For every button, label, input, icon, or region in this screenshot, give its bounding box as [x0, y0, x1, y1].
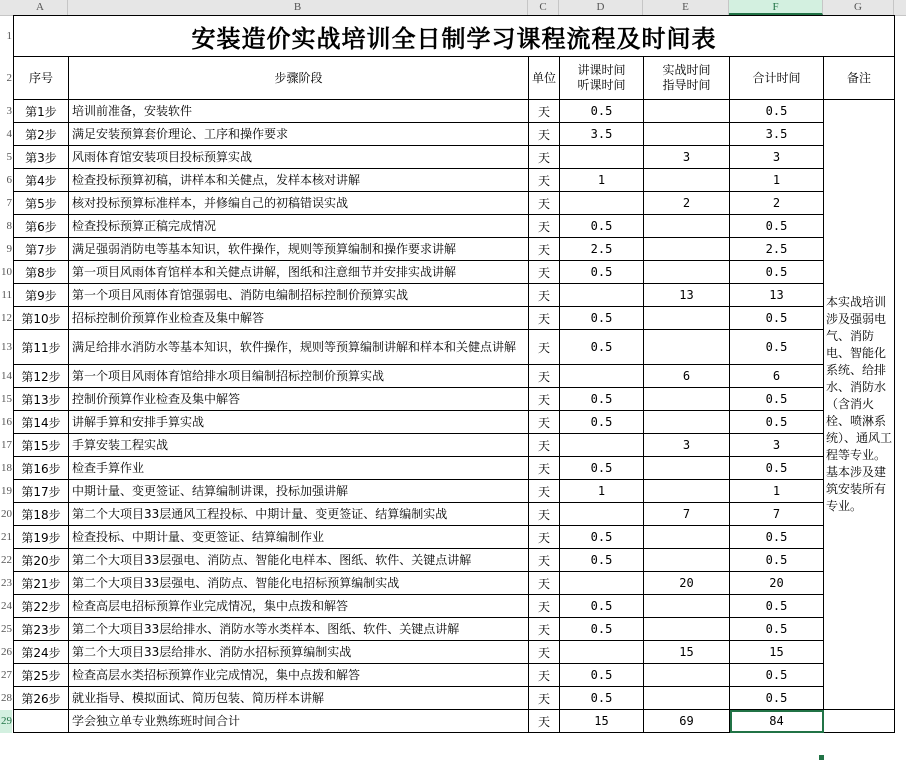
cell-seq[interactable]: 第1步 [14, 100, 69, 123]
cell-seq[interactable]: 第24步 [14, 641, 69, 664]
column-header-f[interactable]: F [729, 0, 823, 15]
cell-seq[interactable]: 第15步 [14, 434, 69, 457]
cell-step[interactable]: 检查手算作业 [69, 457, 529, 480]
cell-unit[interactable]: 天 [529, 503, 560, 526]
cell-practice[interactable] [644, 388, 730, 411]
cell-practice[interactable]: 15 [644, 641, 730, 664]
cell-seq[interactable]: 第21步 [14, 572, 69, 595]
cell-practice[interactable] [644, 123, 730, 146]
cell-total[interactable]: 0.5 [730, 388, 824, 411]
cell-unit[interactable]: 天 [529, 595, 560, 618]
cell-practice[interactable]: 7 [644, 503, 730, 526]
header-lecture-line2: 听课时间 [577, 78, 626, 92]
cell-seq[interactable]: 第4步 [14, 169, 69, 192]
cell-total[interactable]: 6 [730, 365, 824, 388]
table-row [14, 457, 895, 480]
row-number[interactable]: 17 [1, 438, 12, 451]
cell-unit[interactable]: 天 [529, 100, 560, 123]
cell-seq[interactable]: 第7步 [14, 238, 69, 261]
cell-step[interactable]: 第二个大项目33层强电、消防点、智能化电样本、图纸、软件、关键点讲解 [69, 549, 529, 572]
cell-step[interactable]: 中期计量、变更签证、结算编制讲课，投标加强讲解 [69, 480, 529, 503]
cell-total[interactable]: 0.5 [730, 411, 824, 434]
cell-unit[interactable]: 天 [529, 411, 560, 434]
cell-practice[interactable]: 3 [644, 146, 730, 169]
cell-seq[interactable]: 第10步 [14, 307, 69, 330]
cell-practice[interactable] [644, 307, 730, 330]
cell-total[interactable]: 7 [730, 503, 824, 526]
cell-total[interactable]: 0.5 [730, 549, 824, 572]
cell-unit[interactable]: 天 [529, 365, 560, 388]
cell-step[interactable]: 讲解手算和安排手算实战 [69, 411, 529, 434]
cell-total[interactable]: 0.5 [730, 687, 824, 710]
cell-step[interactable]: 控制价预算作业检查及集中解答 [69, 388, 529, 411]
cell-unit[interactable]: 天 [529, 169, 560, 192]
table-row [14, 549, 895, 572]
cell-practice[interactable] [644, 261, 730, 284]
row-number[interactable]: 28 [1, 691, 12, 704]
cell-step[interactable]: 第二个大项目33层给排水、消防水招标预算编制实战 [69, 641, 529, 664]
table-row [14, 365, 895, 388]
cell-lecture[interactable] [560, 146, 644, 169]
row-number[interactable]: 10 [1, 265, 12, 278]
cell-step[interactable]: 检查投标预算初稿，讲样本和关健点，发样本核对讲解 [69, 169, 529, 192]
cell-unit[interactable]: 天 [529, 549, 560, 572]
column-header-bar [0, 0, 906, 16]
header-practice-line1: 实战时间 [662, 63, 711, 77]
cell-seq[interactable]: 第19步 [14, 526, 69, 549]
cell-seq[interactable] [14, 710, 69, 733]
table-row [14, 664, 895, 687]
schedule-table [13, 15, 895, 733]
cell-total[interactable]: 13 [730, 284, 824, 307]
row-number[interactable]: 9 [6, 242, 12, 255]
row-number[interactable]: 11 [1, 288, 12, 301]
cell-seq[interactable]: 第12步 [14, 365, 69, 388]
cell-lecture[interactable]: 0.5 [560, 411, 644, 434]
cell-practice[interactable]: 6 [644, 365, 730, 388]
row-number[interactable]: 27 [1, 668, 12, 681]
cell-note-empty[interactable] [824, 710, 895, 733]
table-row [14, 238, 895, 261]
cell-seq[interactable]: 第13步 [14, 388, 69, 411]
cell-lecture[interactable]: 0.5 [560, 687, 644, 710]
cell-unit[interactable]: 天 [529, 457, 560, 480]
row-number[interactable]: 14 [1, 369, 12, 382]
table-row [14, 215, 895, 238]
cell-total[interactable]: 0.5 [730, 215, 824, 238]
table-row [14, 411, 895, 434]
row-number[interactable]: 12 [1, 311, 12, 324]
row-number[interactable]: 29 [0, 710, 12, 733]
row-number[interactable]: 3 [6, 104, 12, 117]
cell-unit[interactable]: 天 [529, 284, 560, 307]
table-row [14, 330, 895, 365]
cell-lecture[interactable] [560, 572, 644, 595]
table-row [14, 284, 895, 307]
cell-step[interactable]: 检查投标、中期计量、变更签证、结算编制作业 [69, 526, 529, 549]
cell-total[interactable]: 3 [730, 434, 824, 457]
row-number[interactable]: 4 [6, 127, 12, 140]
cell-practice[interactable]: 20 [644, 572, 730, 595]
cell-unit[interactable]: 天 [529, 146, 560, 169]
cell-practice[interactable] [644, 480, 730, 503]
cell-seq[interactable]: 第6步 [14, 215, 69, 238]
sheet-title[interactable]: 安装造价实战培训全日制学习课程流程及时间表 [14, 16, 895, 57]
cell-seq[interactable]: 第2步 [14, 123, 69, 146]
cell-seq[interactable]: 第14步 [14, 411, 69, 434]
cell-practice[interactable] [644, 100, 730, 123]
cell-practice[interactable] [644, 169, 730, 192]
table-row [14, 192, 895, 215]
row-number[interactable]: 20 [1, 507, 12, 520]
cell-practice[interactable] [644, 457, 730, 480]
header-unit[interactable]: 单位 [529, 57, 560, 100]
cell-lecture[interactable] [560, 192, 644, 215]
cell-step[interactable]: 招标控制价预算作业检查及集中解答 [69, 307, 529, 330]
cell-seq[interactable]: 第3步 [14, 146, 69, 169]
cell-unit[interactable]: 天 [529, 330, 560, 365]
cell-practice[interactable] [644, 618, 730, 641]
cell-practice[interactable]: 2 [644, 192, 730, 215]
cell-total[interactable]: 0.5 [730, 261, 824, 284]
cell-practice[interactable]: 69 [644, 710, 730, 733]
cell-step[interactable]: 核对投标预算标准样本，并修编自己的初稿错误实战 [69, 192, 529, 215]
cell-practice[interactable] [644, 238, 730, 261]
cell-step[interactable]: 手算安装工程实战 [69, 434, 529, 457]
cell-seq[interactable]: 第26步 [14, 687, 69, 710]
fill-handle[interactable] [819, 755, 824, 760]
cell-step[interactable]: 检查高层电招标预算作业完成情况，集中点拨和解答 [69, 595, 529, 618]
table-row [14, 123, 895, 146]
cell-step[interactable]: 第二个大项目33层给排水、消防水等水类样本、图纸、软件、关键点讲解 [69, 618, 529, 641]
header-practice-line2: 指导时间 [662, 78, 711, 92]
cell-unit[interactable]: 天 [529, 641, 560, 664]
table-row [14, 434, 895, 457]
column-header-e[interactable]: E [643, 0, 729, 15]
cell-step[interactable]: 第一个项目风雨体育馆强弱电、消防电编制招标控制价预算实战 [69, 284, 529, 307]
cell-seq[interactable]: 第9步 [14, 284, 69, 307]
cell-seq[interactable]: 第8步 [14, 261, 69, 284]
cell-step[interactable]: 第一项目风雨体育馆样本和关健点讲解，图纸和注意细节并安排实战讲解 [69, 261, 529, 284]
row-number[interactable]: 24 [1, 599, 12, 612]
cell-lecture[interactable] [560, 434, 644, 457]
row-number[interactable]: 22 [1, 553, 12, 566]
cell-step[interactable]: 第一个项目风雨体育馆给排水项目编制招标控制价预算实战 [69, 365, 529, 388]
row-number[interactable]: 1 [6, 29, 12, 42]
cell-step[interactable]: 检查投标预算正稿完成情况 [69, 215, 529, 238]
cell-total[interactable]: 0.5 [730, 330, 824, 365]
cell-seq[interactable]: 第23步 [14, 618, 69, 641]
cell-unit[interactable]: 天 [529, 618, 560, 641]
row-number[interactable]: 8 [6, 219, 12, 232]
cell-note[interactable]: 本实战培训涉及强弱电气、消防电、智能化系统、给排水、消防水（含消火栓、喷淋系统）、通风工程等专业。基本涉及建筑安装所有专业。 [824, 100, 895, 710]
cell-total[interactable]: 2.5 [730, 238, 824, 261]
cell-lecture[interactable] [560, 503, 644, 526]
cell-lecture[interactable]: 3.5 [560, 123, 644, 146]
cell-lecture[interactable] [560, 365, 644, 388]
cell-practice[interactable] [644, 687, 730, 710]
cell-seq[interactable]: 第22步 [14, 595, 69, 618]
cell-seq[interactable]: 第11步 [14, 330, 69, 365]
cell-total[interactable]: 20 [730, 572, 824, 595]
table-row [14, 687, 895, 710]
cell-lecture[interactable]: 0.5 [560, 100, 644, 123]
cell-seq[interactable]: 第25步 [14, 664, 69, 687]
cell-step[interactable]: 就业指导、模拟面试、简历包装、简历样本讲解 [69, 687, 529, 710]
table-row [14, 526, 895, 549]
cell-unit[interactable]: 天 [529, 388, 560, 411]
cell-lecture[interactable]: 0.5 [560, 595, 644, 618]
cell-unit[interactable]: 天 [529, 687, 560, 710]
table-row [14, 307, 895, 330]
cell-practice[interactable] [644, 330, 730, 365]
row-number[interactable]: 26 [1, 645, 12, 658]
row-number[interactable]: 16 [1, 415, 12, 428]
cell-lecture[interactable]: 1 [560, 169, 644, 192]
cell-unit[interactable]: 天 [529, 526, 560, 549]
cell-practice[interactable] [644, 664, 730, 687]
table-row [14, 480, 895, 503]
cell-unit[interactable]: 天 [529, 123, 560, 146]
cell-total-selected[interactable]: 84 [730, 710, 824, 733]
column-header-d[interactable]: D [559, 0, 643, 15]
row-number[interactable]: 25 [1, 622, 12, 635]
cell-total[interactable]: 15 [730, 641, 824, 664]
cell-total[interactable]: 2 [730, 192, 824, 215]
column-header-c[interactable]: C [528, 0, 559, 15]
cell-lecture[interactable] [560, 284, 644, 307]
header-step[interactable]: 步骤阶段 [69, 57, 529, 100]
cell-seq[interactable]: 第16步 [14, 457, 69, 480]
row-number[interactable]: 13 [1, 340, 12, 353]
cell-lecture[interactable]: 0.5 [560, 388, 644, 411]
cell-lecture[interactable] [560, 641, 644, 664]
cell-practice[interactable]: 13 [644, 284, 730, 307]
cell-unit[interactable]: 天 [529, 434, 560, 457]
header-lecture-time[interactable] [560, 57, 644, 100]
row-number[interactable]: 2 [6, 71, 12, 84]
row-number[interactable]: 15 [1, 392, 12, 405]
row-number[interactable]: 19 [1, 484, 12, 497]
header-lecture-line1: 讲课时间 [577, 63, 626, 77]
row-number[interactable]: 21 [1, 530, 12, 543]
cell-lecture[interactable]: 0.5 [560, 526, 644, 549]
column-header-g[interactable]: G [823, 0, 894, 15]
cell-total[interactable]: 0.5 [730, 595, 824, 618]
header-total-time[interactable]: 合计时间 [730, 57, 824, 100]
cell-total[interactable]: 0.5 [730, 457, 824, 480]
table-row [14, 100, 895, 123]
cell-lecture[interactable]: 0.5 [560, 664, 644, 687]
spreadsheet-grid [13, 15, 906, 733]
cell-step[interactable]: 满足强弱消防电等基本知识，软件操作，规则等预算编制和操作要求讲解 [69, 238, 529, 261]
cell-unit[interactable]: 天 [529, 572, 560, 595]
cell-seq[interactable]: 第17步 [14, 480, 69, 503]
header-seq[interactable]: 序号 [14, 57, 69, 100]
cell-lecture[interactable]: 2.5 [560, 238, 644, 261]
cell-total[interactable]: 3 [730, 146, 824, 169]
cell-unit[interactable]: 天 [529, 192, 560, 215]
cell-lecture[interactable]: 0.5 [560, 330, 644, 365]
cell-lecture[interactable]: 0.5 [560, 457, 644, 480]
table-row [14, 503, 895, 526]
cell-total[interactable]: 0.5 [730, 664, 824, 687]
cell-seq[interactable]: 第18步 [14, 503, 69, 526]
table-row [14, 169, 895, 192]
cell-total[interactable]: 1 [730, 480, 824, 503]
table-row [14, 146, 895, 169]
cell-unit[interactable]: 天 [529, 215, 560, 238]
cell-total[interactable]: 0.5 [730, 618, 824, 641]
cell-practice[interactable]: 3 [644, 434, 730, 457]
header-note[interactable]: 备注 [824, 57, 895, 100]
table-row [14, 261, 895, 284]
cell-unit[interactable]: 天 [529, 238, 560, 261]
cell-step[interactable]: 第二个大项目33层强电、消防点、智能化电招标预算编制实战 [69, 572, 529, 595]
row-number[interactable]: 7 [6, 196, 12, 209]
row-number[interactable]: 23 [1, 576, 12, 589]
table-row [14, 388, 895, 411]
column-header-b[interactable]: B [68, 0, 528, 15]
cell-step[interactable]: 培训前准备，安装软件 [69, 100, 529, 123]
summary-row [14, 710, 895, 733]
cell-total[interactable]: 0.5 [730, 526, 824, 549]
cell-step[interactable]: 第二个大项目33层通风工程投标、中期计量、变更签证、结算编制实战 [69, 503, 529, 526]
table-row [14, 618, 895, 641]
cell-step[interactable]: 检查高层水类招标预算作业完成情况，集中点拨和解答 [69, 664, 529, 687]
cell-practice[interactable] [644, 595, 730, 618]
cell-lecture[interactable]: 0.5 [560, 307, 644, 330]
cell-practice[interactable] [644, 526, 730, 549]
table-row [14, 572, 895, 595]
row-number[interactable]: 18 [1, 461, 12, 474]
cell-practice[interactable] [644, 215, 730, 238]
cell-step[interactable]: 学会独立单专业熟练班时间合计 [69, 710, 529, 733]
table-row [14, 595, 895, 618]
cell-total[interactable]: 1 [730, 169, 824, 192]
cell-practice[interactable] [644, 549, 730, 572]
cell-lecture[interactable]: 0.5 [560, 549, 644, 572]
cell-step[interactable]: 满足安装预算套价理论、工序和操作要求 [69, 123, 529, 146]
cell-unit[interactable]: 天 [529, 480, 560, 503]
column-header-a[interactable]: A [13, 0, 68, 15]
cell-total[interactable]: 0.5 [730, 100, 824, 123]
cell-total[interactable]: 0.5 [730, 307, 824, 330]
cell-practice[interactable] [644, 411, 730, 434]
row-number[interactable]: 5 [6, 150, 12, 163]
cell-unit[interactable]: 天 [529, 664, 560, 687]
cell-lecture[interactable]: 0.5 [560, 261, 644, 284]
cell-lecture[interactable]: 0.5 [560, 618, 644, 641]
cell-unit[interactable]: 天 [529, 307, 560, 330]
cell-total[interactable]: 3.5 [730, 123, 824, 146]
row-number[interactable]: 6 [6, 173, 12, 186]
cell-step[interactable]: 满足给排水消防水等基本知识，软件操作，规则等预算编制讲解和样本和关健点讲解 [69, 330, 529, 365]
cell-lecture[interactable]: 1 [560, 480, 644, 503]
cell-lecture[interactable]: 15 [560, 710, 644, 733]
header-practice-time[interactable] [644, 57, 730, 100]
cell-lecture[interactable]: 0.5 [560, 215, 644, 238]
table-row [14, 641, 895, 664]
cell-seq[interactable]: 第5步 [14, 192, 69, 215]
cell-unit[interactable]: 天 [529, 710, 560, 733]
cell-unit[interactable]: 天 [529, 261, 560, 284]
cell-seq[interactable]: 第20步 [14, 549, 69, 572]
cell-step[interactable]: 风雨体育馆安装项目投标预算实战 [69, 146, 529, 169]
